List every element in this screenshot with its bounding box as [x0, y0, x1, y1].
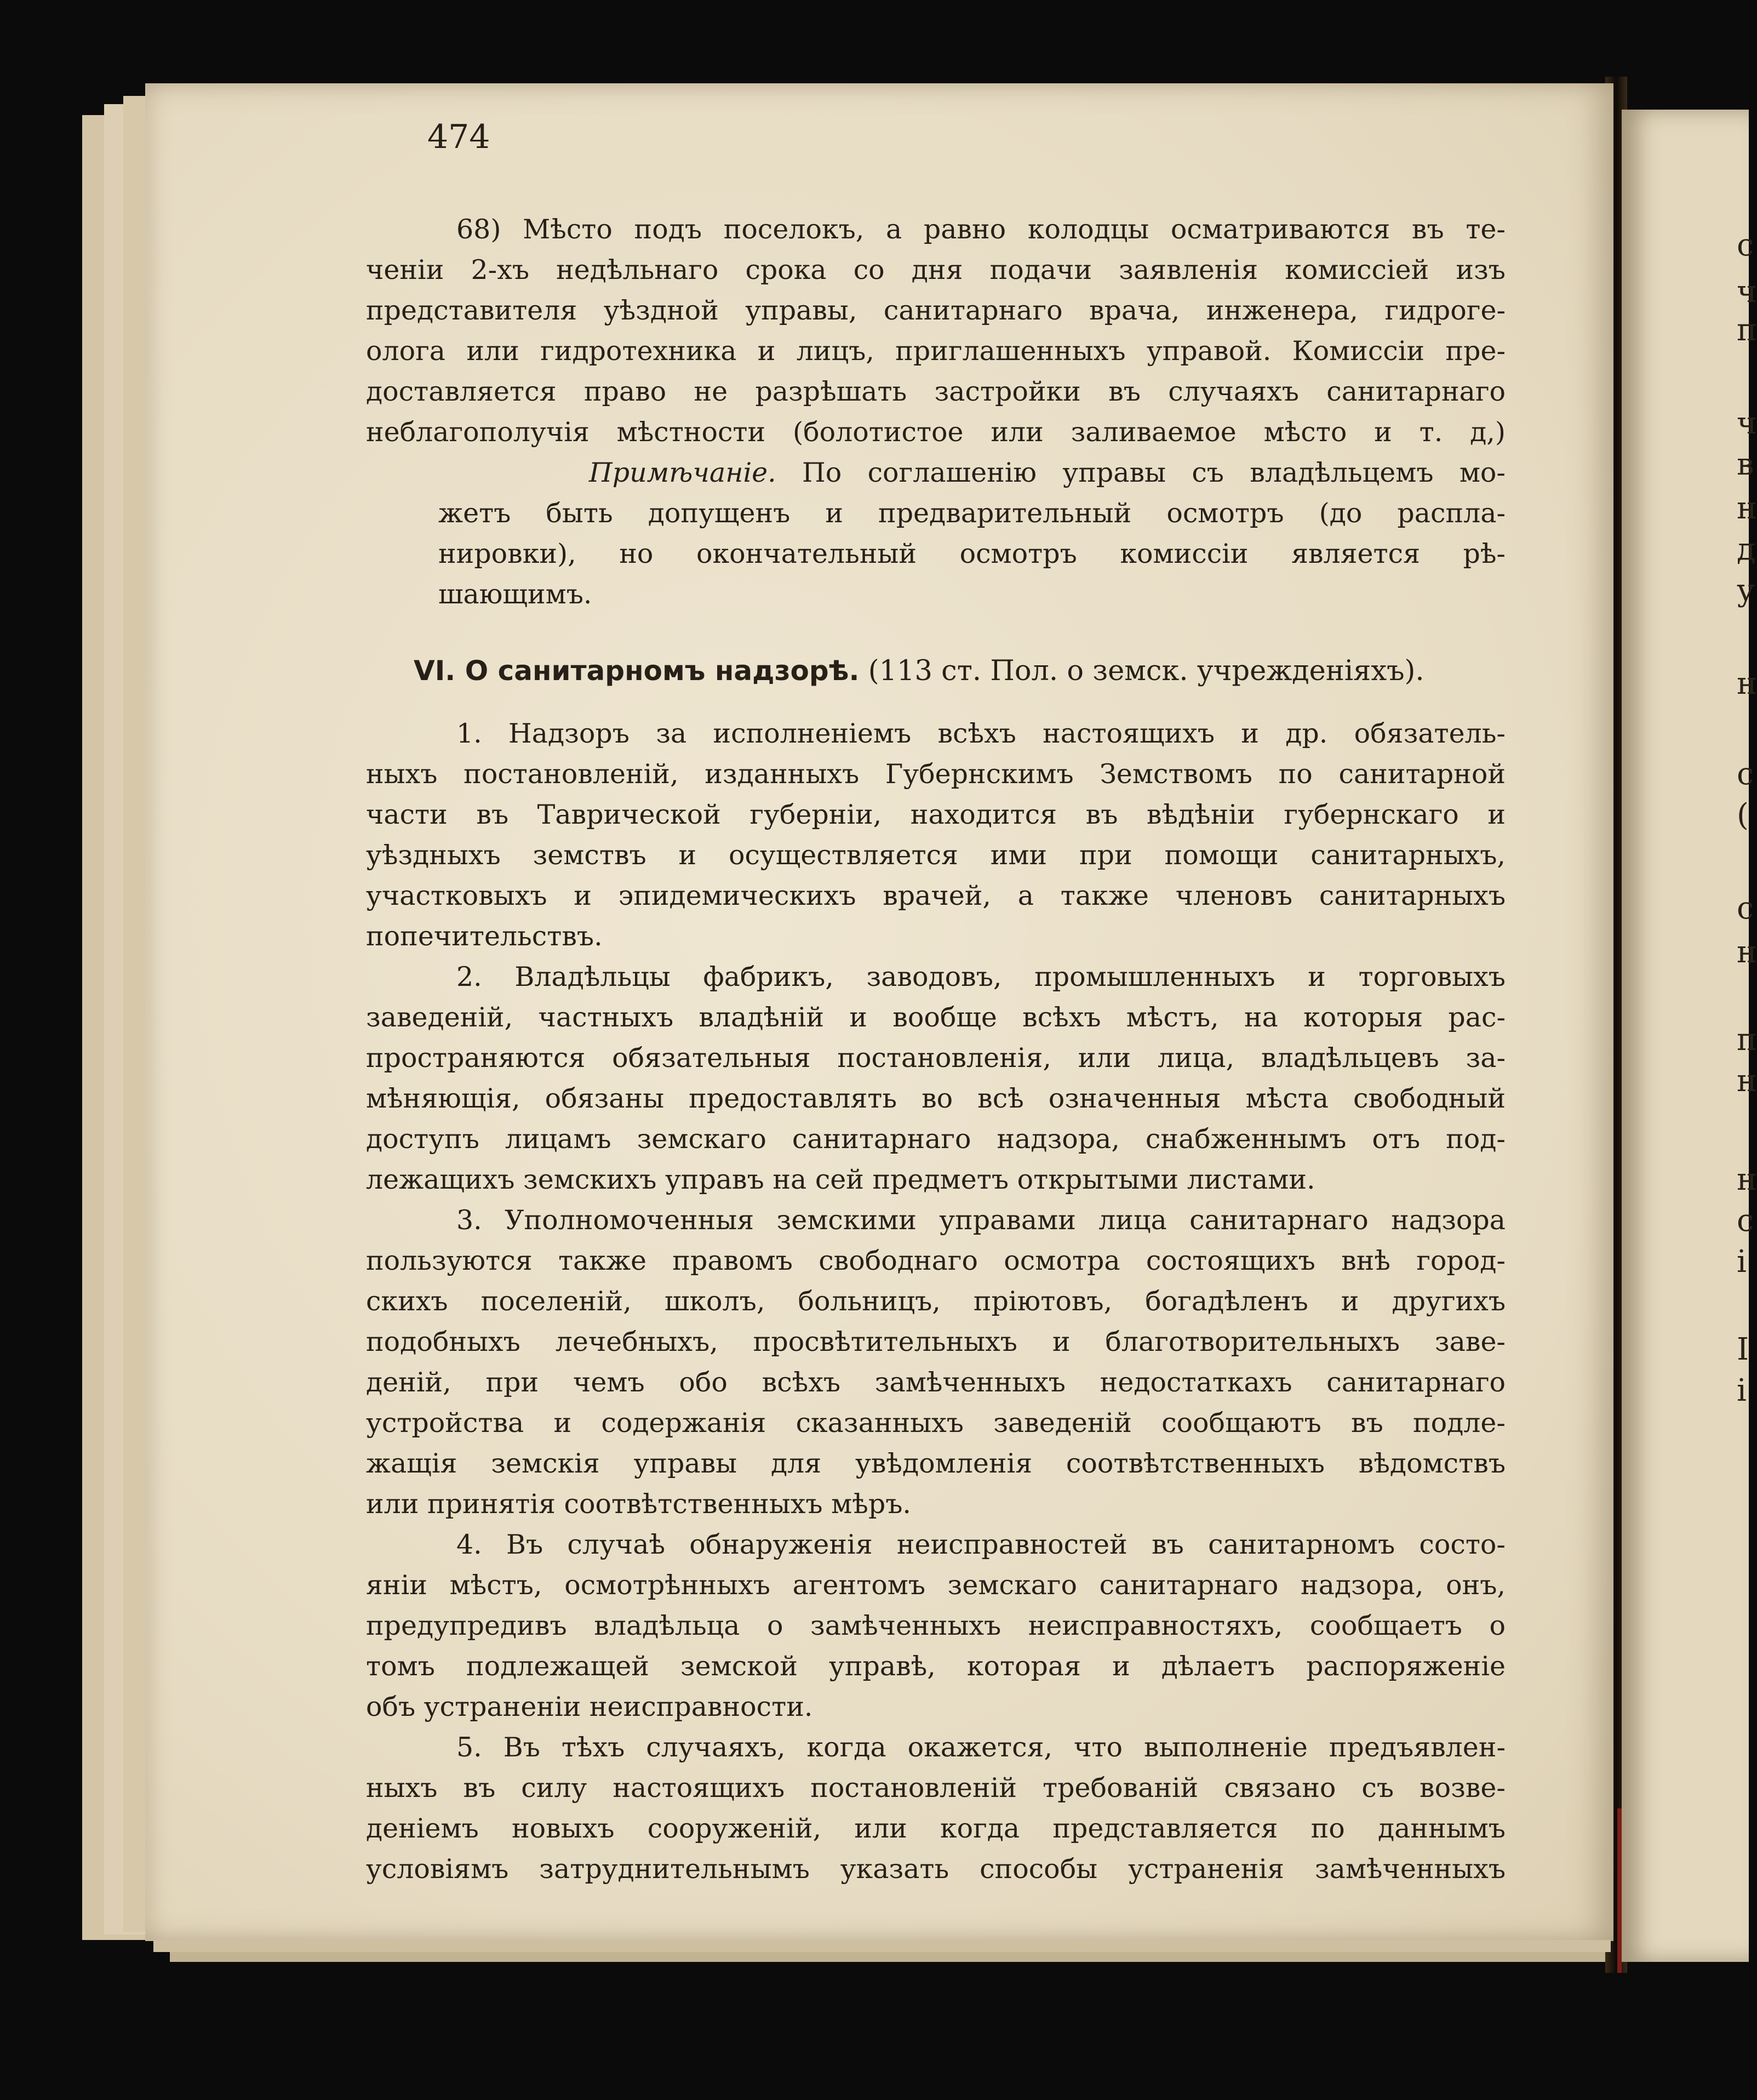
- facing-letter: д: [1737, 532, 1756, 567]
- note-first-line: [438, 453, 1506, 493]
- note-label: Примѣчаніе.: [589, 457, 776, 488]
- text-line: подобныхъ лечебныхъ, просвѣтительныхъ и благотворительныхъ заве-: [366, 1326, 1506, 1357]
- text-line: объ устраненіи неисправности.: [366, 1691, 813, 1722]
- page-bottom-edge: [153, 1940, 1611, 1952]
- facing-letter: с: [1737, 756, 1754, 792]
- facing-letter: і: [1737, 1244, 1747, 1280]
- text-line: ныхъ постановленій, изданныхъ Губернскимъ Земствомъ по санитарной: [366, 758, 1506, 790]
- text-line: деній, при чемъ обо всѣхъ замѣченныхъ недостаткахъ санитарнаго: [366, 1367, 1506, 1398]
- text-line: ченіи 2-хъ недѣльнаго срока со дня подачи заявленія комиссіей изъ: [366, 254, 1506, 286]
- text-line: предупредивъ владѣльца о замѣченныхъ неисправностяхъ, сообщаетъ о: [366, 1610, 1506, 1641]
- text-line: пространяются обязательныя постановленія, или лица, владѣльцевъ за-: [366, 1042, 1506, 1074]
- facing-letter: ч: [1737, 274, 1757, 310]
- facing-letter: у: [1737, 573, 1755, 608]
- facing-letter: н: [1737, 666, 1757, 701]
- paragraph-5: [366, 1727, 1506, 1890]
- paragraph-1: [366, 714, 1506, 957]
- paragraph-3: [366, 1200, 1506, 1525]
- section-heading: [414, 655, 1504, 687]
- section-title: VI. О санитарномъ надзорѣ.: [414, 655, 860, 687]
- facing-letter: ч: [1737, 406, 1757, 441]
- text-line: скихъ поселеній, школъ, больницъ, пріютовъ, богадѣленъ и другихъ: [366, 1286, 1506, 1317]
- text-line: попечительствъ.: [366, 921, 603, 952]
- note: [438, 453, 1506, 615]
- text-line: яніи мѣстъ, осмотрѣнныхъ агентомъ земскаго санитарнаго надзора, онъ,: [366, 1570, 1506, 1601]
- text-line: доставляется право не разрѣшать застройки въ случаяхъ санитарнаго: [366, 376, 1506, 407]
- facing-letter: н: [1737, 1162, 1757, 1197]
- text-line: жащія земскія управы для увѣдомленія соотвѣтственныхъ вѣдомствъ: [366, 1448, 1506, 1479]
- facing-letter: і: [1737, 1373, 1747, 1408]
- text-line: 68) Мѣсто подъ поселокъ, а равно колодцы осматриваются въ те-: [456, 214, 1506, 245]
- text-line: 2. Владѣльцы фабрикъ, заводовъ, промышленныхъ и торговыхъ: [456, 961, 1506, 992]
- page-number: 474: [427, 118, 490, 156]
- text-line: части въ Таврической губерніи, находится въ вѣдѣніи губернскаго и: [366, 799, 1506, 830]
- facing-letter: (: [1737, 797, 1749, 833]
- text-line: пользуются также правомъ свободнаго осмотра состоящихъ внѣ город-: [366, 1245, 1506, 1276]
- facing-letter: п: [1737, 1022, 1757, 1058]
- text-line: томъ подлежащей земской управѣ, которая и дѣлаетъ распоряженіе: [366, 1651, 1506, 1682]
- paragraph-4: [366, 1525, 1506, 1727]
- paragraph-2: [366, 957, 1506, 1200]
- text-line: 1. Надзоръ за исполненіемъ всѣхъ настоящихъ и др. обязатель-: [456, 718, 1506, 749]
- facing-letter: І: [1737, 1332, 1749, 1367]
- text-line: заведеній, частныхъ владѣній и вообще всѣхъ мѣстъ, на которыя рас-: [366, 1002, 1506, 1033]
- text-line: или принятія соотвѣтственныхъ мѣръ.: [366, 1488, 911, 1520]
- facing-letter: н: [1737, 934, 1757, 970]
- text-line: представителя уѣздной управы, санитарнаго врача, инженера, гидроге-: [366, 295, 1506, 326]
- facing-letter: н: [1737, 1063, 1757, 1099]
- facing-letter: н: [1737, 490, 1757, 526]
- text-line: 5. Въ тѣхъ случаяхъ, когда окажется, что выполненіе предъявлен-: [456, 1732, 1506, 1763]
- text-line: условіямъ затруднительнымъ указать способы устраненія замѣченныхъ: [366, 1853, 1506, 1885]
- section-reference: (113 ст. Пол. о земск. учрежденіяхъ).: [859, 655, 1424, 687]
- text-line: шающимъ.: [438, 579, 592, 610]
- note-text: По соглашенію управы съ владѣльцемъ мо-: [776, 457, 1506, 488]
- page-bottom-edge: [170, 1952, 1605, 1962]
- facing-letter: с: [1737, 891, 1754, 926]
- facing-letter: с: [1737, 1203, 1754, 1239]
- text-line: мѣняющія, обязаны предоставлять во всѣ означенныя мѣста свободный: [366, 1083, 1506, 1114]
- facing-letter: в: [1737, 447, 1754, 482]
- text-line: устройства и содержанія сказанныхъ заведеній сообщаютъ въ подле-: [366, 1407, 1506, 1439]
- item-68: [366, 209, 1506, 453]
- text-line: 3. Уполномоченныя земскими управами лица санитарнаго надзора: [456, 1205, 1506, 1236]
- text-line: жетъ быть допущенъ и предварительный осмотръ (до распла-: [438, 498, 1506, 529]
- text-line: нировки), но окончательный осмотръ комиссіи является рѣ-: [438, 538, 1506, 569]
- text-line: ныхъ въ силу настоящихъ постановленій требованій связано съ возве-: [366, 1772, 1506, 1804]
- text-line: уѣздныхъ земствъ и осуществляется ими при помощи санитарныхъ,: [366, 840, 1506, 871]
- facing-letter: п: [1737, 312, 1757, 348]
- facing-page: [1622, 110, 1749, 1962]
- text-line: доступъ лицамъ земскаго санитарнаго надзора, снабженнымъ отъ под-: [366, 1123, 1506, 1155]
- text-line: олога или гидротехника и лицъ, приглашенныхъ управой. Комиссіи пре-: [366, 335, 1506, 367]
- text-line: участковыхъ и эпидемическихъ врачей, а также членовъ санитарныхъ: [366, 880, 1506, 911]
- text-line: деніемъ новыхъ сооруженій, или когда представляется по даннымъ: [366, 1813, 1506, 1844]
- text-line: 4. Въ случаѣ обнаруженія неисправностей въ санитарномъ состо-: [456, 1529, 1506, 1560]
- text-line: лежащихъ земскихъ управъ на сей предметъ открытыми листами.: [366, 1164, 1315, 1195]
- facing-letter: с: [1737, 227, 1754, 263]
- bookmark-thread: [1617, 1808, 1622, 1973]
- text-line: неблагополучія мѣстности (болотистое или заливаемое мѣсто и т. д,): [366, 416, 1506, 448]
